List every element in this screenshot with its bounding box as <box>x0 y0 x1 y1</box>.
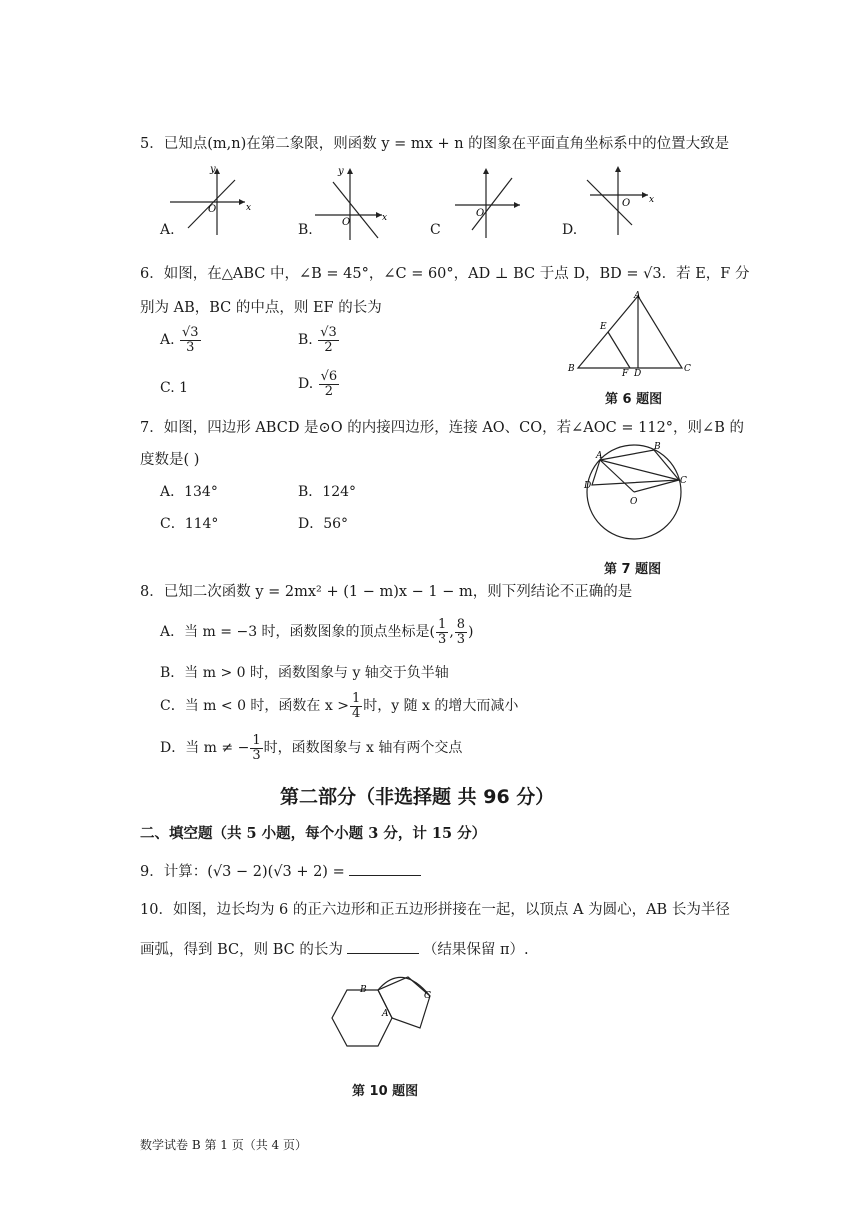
svg-text:A: A <box>634 291 641 301</box>
q8-a-text: A．当 m = −3 时，函数图象的顶点坐标是( <box>160 624 436 641</box>
q6-option-c: C. 1 <box>160 380 189 396</box>
q6-opt-b-frac: $\frac{√3}{2}$ <box>320 325 337 355</box>
q9-stem: 9．计算：(√3 − 2)(√3 + 2) = <box>140 864 345 880</box>
q8-d-frac: $\frac{1}{3}$ <box>252 733 261 763</box>
q6-line1: 6．如图，在△ABC 中，∠B = 45°，∠C = 60°，AD ⊥ BC 于点 D，BD = √3．若 E，F 分 <box>140 266 750 282</box>
q6-opt-b-label: B. <box>298 332 313 349</box>
q7-line2: 度数是( ) <box>140 452 200 468</box>
q5-graph-b <box>315 166 387 240</box>
q5-graph-c <box>455 168 520 238</box>
q7-option-c: C．114° <box>160 516 219 532</box>
svg-text:O: O <box>208 204 217 215</box>
q7-figure <box>582 440 692 550</box>
svg-text:y: y <box>338 166 344 177</box>
q7-line1: 7．如图，四边形 ABCD 是⊙O 的内接四边形，连接 AO、CO，若∠AOC = 112°，则∠B 的 <box>140 420 744 436</box>
q6-line2: 别为 AB，BC 的中点，则 EF 的长为 <box>140 300 382 316</box>
q5-stem: 5．已知点(m,n)在第二象限，则函数 y = mx + n 的图象在平面直角坐标系中的位置大致是 <box>140 136 730 152</box>
q5-option-d: D. <box>562 222 578 238</box>
q9 <box>140 860 425 881</box>
q8-c-frac: $\frac{1}{4}$ <box>351 691 361 721</box>
q8-option-c <box>160 692 518 720</box>
q8-option-a: A．当 m = −3 时，函数图象的顶点坐标是( $\frac{1}{3}$ , $\frac{8}{3}$ ) <box>160 617 474 647</box>
svg-text:C: C <box>680 476 687 486</box>
q8-a-close: ) <box>468 624 474 641</box>
q5-option-c: C <box>430 222 441 238</box>
svg-text:O: O <box>630 497 638 507</box>
svg-text:O: O <box>342 217 351 228</box>
section2-heading: 二、填空题（共 5 小题，每个小题 3 分，计 15 分） <box>140 825 487 842</box>
q10-figure-caption: 第 10 题图 <box>352 1084 419 1099</box>
q8-c-text: C．当 m < 0 时，函数在 x > <box>160 698 349 715</box>
q7-option-a: A．134° <box>160 484 218 500</box>
svg-text:D: D <box>634 369 642 379</box>
svg-text:x: x <box>649 195 655 205</box>
q5-graph-a <box>170 164 251 235</box>
q5-graph-d <box>587 166 654 235</box>
q6-option-a <box>160 326 202 354</box>
q9-answer-blank[interactable] <box>349 863 421 876</box>
svg-text:F: F <box>622 369 629 379</box>
q6-figure-caption: 第 6 题图 <box>605 392 663 407</box>
svg-text:C: C <box>684 364 691 374</box>
q8-d-text: D．当 m ≠ − <box>160 740 250 757</box>
q10-figure <box>320 968 460 1068</box>
svg-text:C: C <box>424 991 431 1001</box>
part2-title: 第二部分（非选择题 共 96 分） <box>280 786 555 808</box>
svg-text:B: B <box>568 364 575 374</box>
svg-text:A: A <box>382 1009 389 1019</box>
q10-line2-text: 画弧，得到 BC，则 BC 的长为 <box>140 942 343 958</box>
q8-option-b: B．当 m > 0 时，函数图象与 y 轴交于负半轴 <box>160 665 449 681</box>
q6-opt-a-label: A. <box>160 332 175 349</box>
q5-option-a: A. <box>160 222 175 238</box>
q10-line2 <box>140 938 529 959</box>
q10-answer-blank[interactable] <box>347 941 419 954</box>
q10-line1: 10．如图，边长均为 6 的正六边形和正五边形拼接在一起，以顶点 A 为圆心，AB 长为半径 <box>140 902 730 918</box>
svg-text:x: x <box>246 203 252 213</box>
svg-text:y: y <box>210 164 216 175</box>
q5-option-b: B. <box>298 222 313 238</box>
q6-opt-d-frac: $\frac{√6}{2}$ <box>320 369 338 399</box>
svg-text:B: B <box>654 442 661 452</box>
q7-figure-caption: 第 7 题图 <box>604 562 662 577</box>
page-footer: 数学试卷 B 第 1 页（共 4 页） <box>140 1138 307 1152</box>
q7-option-d: D．56° <box>298 516 349 532</box>
svg-text:E: E <box>600 322 607 332</box>
q6-option-d <box>298 370 340 398</box>
q8-a-x-frac: $\frac{1}{3}$ <box>438 617 447 647</box>
q6-opt-d-label: D. <box>298 376 314 393</box>
svg-text:O: O <box>476 208 485 219</box>
q8-stem: 8．已知二次函数 y = 2mx² + (1 − m)x − 1 − m，则下列结论不正确的是 <box>140 584 633 600</box>
q8-c-tail: 时，y 随 x 的增大而减小 <box>363 698 519 715</box>
q6-opt-a-frac: $\frac{√3}{3}$ <box>182 325 199 355</box>
svg-text:B: B <box>360 985 367 995</box>
q6-figure <box>560 288 700 388</box>
svg-text:D: D <box>584 481 592 491</box>
q8-option-d <box>160 734 462 762</box>
svg-text:O: O <box>622 198 631 209</box>
q8-a-y-frac: $\frac{8}{3}$ <box>456 617 466 647</box>
q10-line2-tail: （结果保留 π）. <box>422 942 529 958</box>
q6-option-b <box>298 326 340 354</box>
q7-option-b: B．124° <box>298 484 357 500</box>
q8-d-tail: 时，函数图象与 x 轴有两个交点 <box>263 740 463 757</box>
svg-text:x: x <box>382 213 388 223</box>
svg-text:A: A <box>596 451 603 461</box>
